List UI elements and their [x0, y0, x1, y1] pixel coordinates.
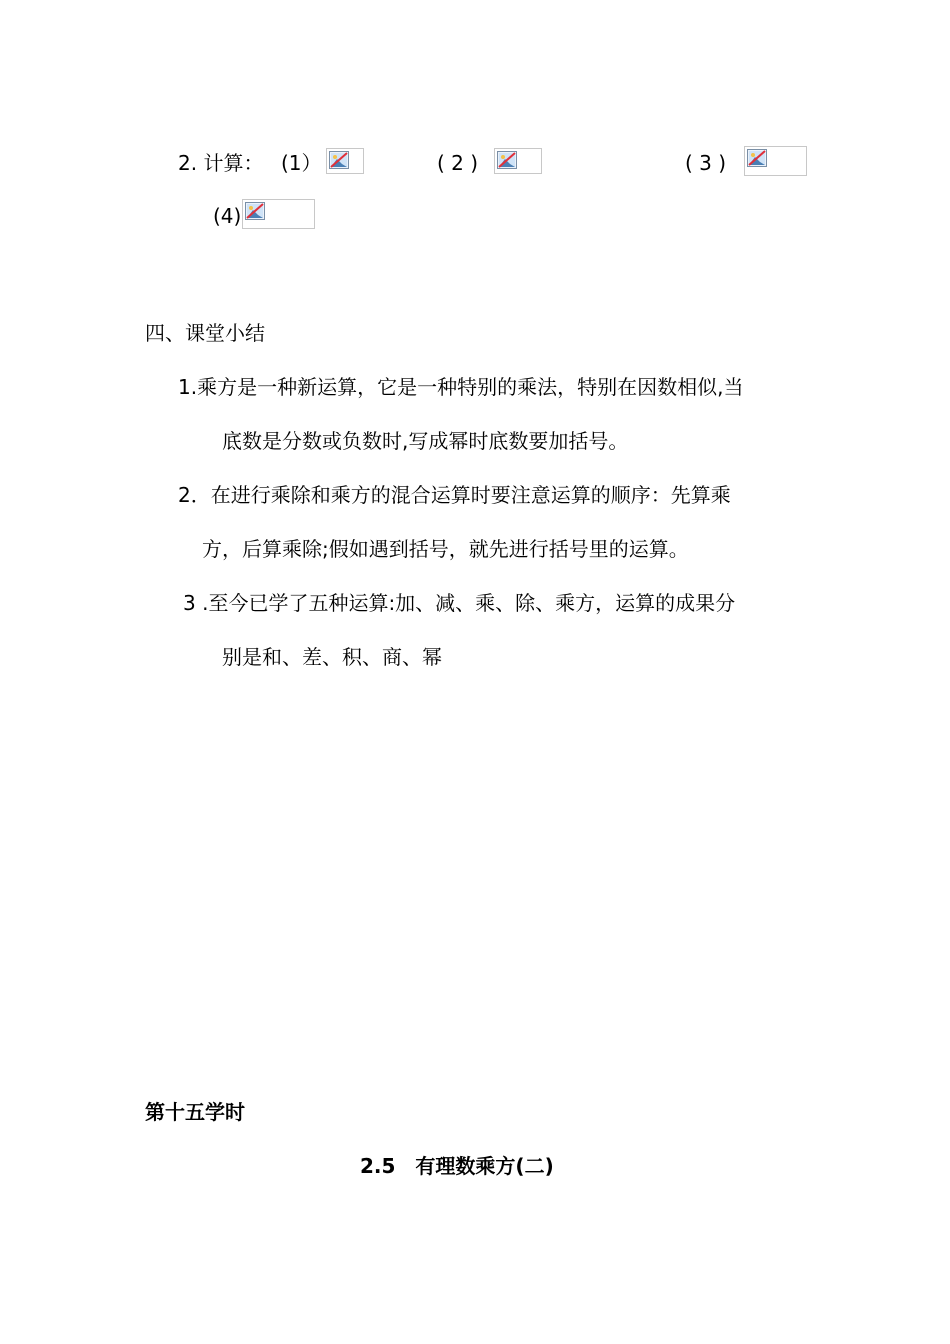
summary-heading: 四、课堂小结	[145, 321, 265, 345]
exercise-item-1-label: (1）	[281, 151, 322, 175]
exercise-item-3-label: ( 3 )	[685, 151, 727, 175]
summary-point-2-line-1: 2．在进行乘除和乘方的混合运算时要注意运算的顺序：先算乘	[178, 483, 731, 507]
missing-image-4	[242, 199, 315, 229]
summary-point-3-line-2: 别是和、差、积、商、幂	[222, 645, 442, 669]
lesson-period-heading: 第十五学时	[145, 1100, 245, 1124]
broken-image-icon	[497, 151, 517, 169]
broken-image-icon	[329, 151, 349, 169]
missing-image-3	[744, 146, 807, 176]
summary-point-1-line-2: 底数是分数或负数时,写成幂时底数要加括号。	[222, 429, 629, 453]
exercise-item-4-label: (4)	[213, 204, 242, 228]
summary-point-1-line-1: 1.乘方是一种新运算，它是一种特别的乘法，特别在因数相似,当	[178, 375, 744, 399]
summary-point-3-line-1: 3 .至今已学了五种运算:加、减、乘、除、乘方，运算的成果分	[183, 591, 736, 615]
exercise-item-2-label: ( 2 )	[437, 151, 479, 175]
missing-image-2	[494, 148, 542, 174]
missing-image-1	[326, 148, 364, 174]
exercise-prefix: 2. 计算：	[178, 151, 264, 175]
broken-image-icon	[747, 149, 767, 167]
summary-point-2-line-2: 方，后算乘除;假如遇到括号，就先进行括号里的运算。	[202, 537, 689, 561]
broken-image-icon	[245, 202, 265, 220]
lesson-title: 2.5 有理数乘方(二)	[360, 1154, 554, 1178]
